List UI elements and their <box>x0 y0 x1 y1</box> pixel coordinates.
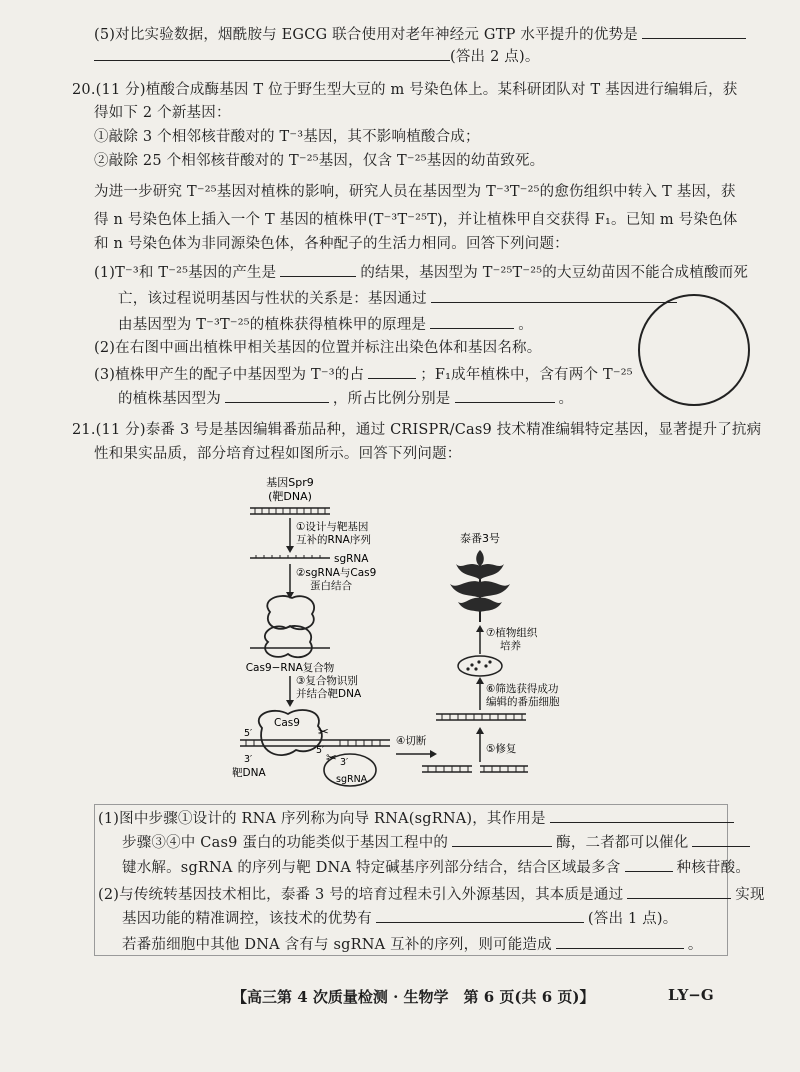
q20-blank-6 <box>455 388 555 403</box>
arrow-step6-head <box>476 677 484 684</box>
sgrna-strand-icon <box>250 555 330 558</box>
q20-para3: 和 n 号染色体为非同源染色体，各种配子的生活力相同。回答下列问题： <box>94 236 569 252</box>
page-footer: 【高三第 4 次质量检测 · 生物学 第 6 页(共 6 页)】 <box>232 988 595 1006</box>
arrow-step4-head <box>430 750 437 758</box>
arrow-step5-head <box>476 727 484 734</box>
q20-para2: 得 n 号染色体上插入一个 T 基因的植株甲(T⁻³T⁻²⁵T)，并让植株甲自交获得 F₁。已知 m 号染色体 <box>94 212 738 228</box>
answer-circle[interactable] <box>638 294 750 406</box>
step6-label-2: 编辑的番茄细胞 <box>486 696 560 708</box>
q5-text: (5)对比实验数据，烟酰胺与 EGCG 联合使用对老年神经元 GTP 水平提升的优势是 <box>94 27 638 43</box>
scissors-icon: ✂ <box>318 725 329 740</box>
q21-sub2-line2: 基因功能的精准调控，该技术的优势有 (答出 1 点)。 <box>122 908 677 929</box>
repaired-dna-icon <box>436 714 526 720</box>
gene-label: 基因Spr9 <box>266 476 314 489</box>
q21-blank-7 <box>556 934 684 949</box>
target-dna-label-2: 靶DNA <box>232 767 266 779</box>
arrow-step3-head <box>286 700 294 707</box>
q21-stem1: 21.(11 分)泰番 3 号是基因编辑番茄品种，通过 CRISPR/Cas9 技术精准编辑特定基因，显著提升了抗病 <box>72 422 762 438</box>
q5-note: (答出 2 点)。 <box>450 49 540 65</box>
q20-blank-3 <box>430 314 514 329</box>
cas9-label: Cas9 <box>274 717 300 729</box>
cut-dna-icon <box>422 766 528 772</box>
q21-blank-1 <box>550 808 734 823</box>
step7-label-2: 培养 <box>500 640 521 652</box>
q21-sub1-line3: 键水解。sgRNA 的序列与靶 DNA 特定碱基序列部分结合，结合区域最多含 种核苷酸。 <box>122 857 750 878</box>
q21-sub1-line1: (1)图中步骤①设计的 RNA 序列称为向导 RNA(sgRNA)，其作用是 <box>98 808 734 829</box>
q5-line2 <box>94 46 540 67</box>
strand-5prime-1: 5′ <box>244 728 253 739</box>
q20-sub1-line2: 亡，该过程说明基因与性状的关系是：基因通过 <box>118 288 677 309</box>
q21-sub1-line2: 步骤③④中 Cas9 蛋白的功能类似于基因工程中的 酶，二者都可以催化 <box>122 832 750 853</box>
q5-blank <box>642 24 746 39</box>
cas9-rna-complex-icon <box>265 626 312 657</box>
q5-blank-2 <box>94 46 450 61</box>
arrow-step1-head <box>286 546 294 553</box>
tomato-plant-icon <box>450 550 510 622</box>
q21-blank-4 <box>625 857 673 872</box>
sgrna-label: sgRNA <box>334 553 369 565</box>
step4-label: ④切断 <box>396 735 427 747</box>
crispr-diagram <box>200 470 660 800</box>
target-dna-label: (靶DNA) <box>268 490 312 503</box>
q21-sub2-line1: (2)与传统转基因技术相比，泰番 3 号的培育过程未引入外源基因，其本质是通过 实现 <box>98 884 765 905</box>
q20-blank-2 <box>431 288 677 303</box>
variety-label: 泰番3号 <box>460 532 500 545</box>
step7-label-1: ⑦植物组织 <box>486 627 538 639</box>
q20-sub2: (2)在右图中画出植株甲相关基因的位置并标注出染色体和基因名称。 <box>94 340 542 356</box>
sgrna-small-label: sgRNA <box>336 774 368 785</box>
cas9-protein-icon <box>267 596 314 629</box>
q20-para1: 为进一步研究 T⁻²⁵基因对植株的影响，研究人员在基因型为 T⁻³T⁻²⁵的愈伤组织中转入 T 基因，获 <box>94 184 736 200</box>
q21-sub2-line3: 若番茄细胞中其他 DNA 含有与 sgRNA 互补的序列，则可能造成 。 <box>122 934 703 955</box>
q20-stem2: 得如下 2 个新基因： <box>94 105 231 121</box>
q20-item2: ②敲除 25 个相邻核苷酸对的 T⁻²⁵基因，仅含 T⁻²⁵基因的幼苗致死。 <box>94 153 545 169</box>
step3-label-1: ③复合物识别 <box>296 675 358 687</box>
q21-blank-2 <box>452 832 552 847</box>
strand-3prime-1: 3′ <box>244 754 253 765</box>
q5-line1 <box>94 24 746 45</box>
q20-item1: ①敲除 3 个相邻核苷酸对的 T⁻³基因，其不影响植酸合成； <box>94 129 480 145</box>
step6-label-1: ⑥筛选获得成功 <box>486 683 559 695</box>
strand-3prime-2: 3′ <box>340 757 349 768</box>
arrow-step7-head <box>476 625 484 632</box>
q21-stem2: 性和果实品质，部分培育过程如图所示。回答下列问题： <box>94 446 462 462</box>
step5-label: ⑤修复 <box>486 743 517 755</box>
step2-label-2: 蛋白结合 <box>310 580 352 592</box>
q20-sub3-line1: (3)植株甲产生的配子中基因型为 T⁻³的占 ；F₁成年植株中，含有两个 T⁻²⁵ <box>94 364 633 385</box>
footer-code: LY−G <box>668 986 714 1004</box>
q20-sub1-line3: 由基因型为 T⁻³T⁻²⁵的植株获得植株甲的原理是 。 <box>118 314 533 335</box>
q20-blank-5 <box>225 388 329 403</box>
step2-label-1: ②sgRNA与Cas9 <box>296 567 377 579</box>
strand-5prime-2: 5′ <box>316 745 325 756</box>
step1-label-2: 互补的RNA序列 <box>296 534 371 546</box>
q20-blank-4 <box>368 364 416 379</box>
petri-dish-icon <box>458 656 502 676</box>
q20-stem1: 20.(11 分)植酸合成酶基因 T 位于野生型大豆的 m 号染色体上。某科研团队对 T 基因进行编辑后，获 <box>72 82 738 98</box>
q20-sub3-line2: 的植株基因型为 ，所占比例分别是 。 <box>118 388 573 409</box>
q20-blank-1 <box>280 262 356 277</box>
complex-label: Cas9−RNA复合物 <box>245 662 335 674</box>
q21-blank-5 <box>627 884 731 899</box>
gene-dna-icon <box>250 508 330 514</box>
q21-blank-3 <box>692 832 750 847</box>
q20-sub1-line1: (1)T⁻³和 T⁻²⁵基因的产生是 的结果，基因型为 T⁻²⁵T⁻²⁵的大豆幼苗因不能合成植酸而死 <box>94 262 748 283</box>
scissors-icon-2: ✂ <box>326 751 337 766</box>
step1-label-1: ①设计与靶基因 <box>296 521 369 533</box>
step3-label-2: 并结合靶DNA <box>296 688 362 700</box>
q21-blank-6 <box>376 908 584 923</box>
